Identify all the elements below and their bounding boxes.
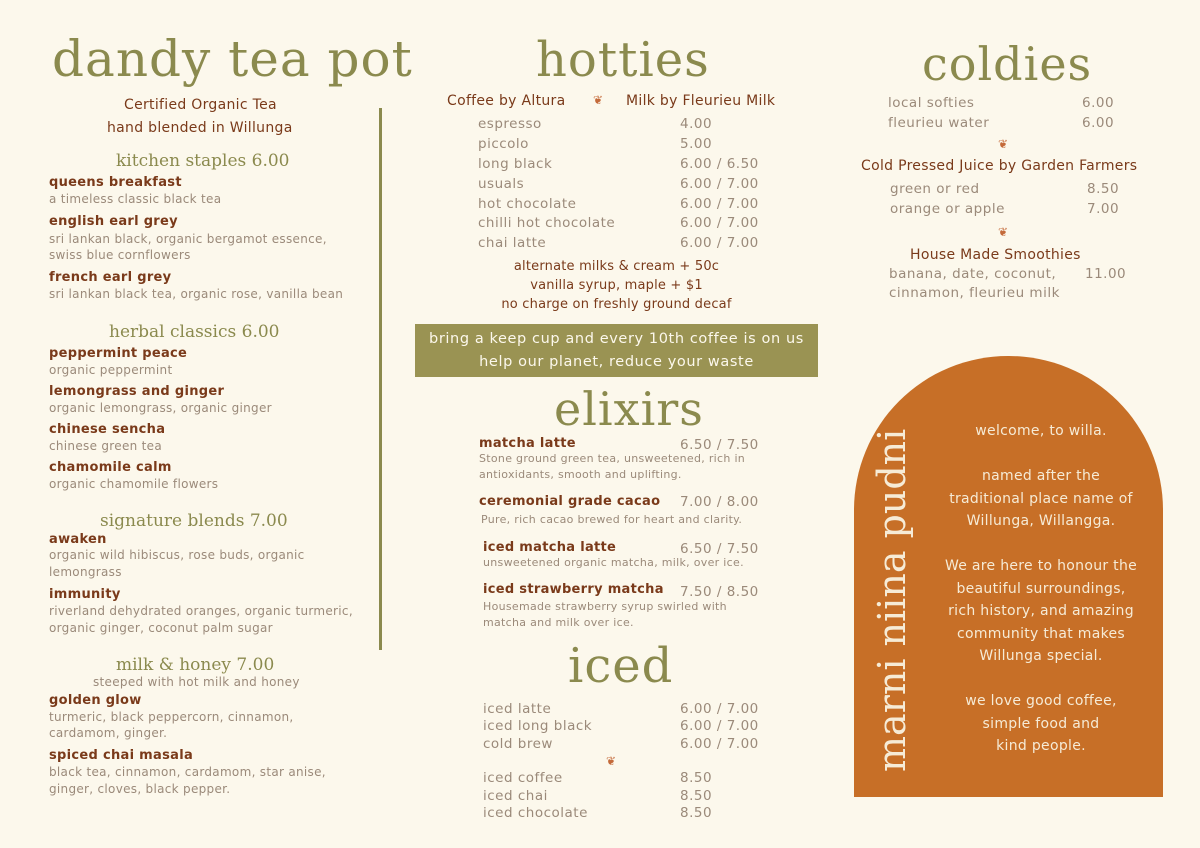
welcome-text xyxy=(936,420,1146,780)
section-kitchen-staples: kitchen staples 6.00 xyxy=(116,151,290,171)
menu-item-name: orange or apple xyxy=(890,201,1005,217)
welcome-paragraph xyxy=(936,420,1146,443)
elixir-desc: antioxidants, smooth and uplifting. xyxy=(479,468,682,481)
menu-item-price: 5.00 xyxy=(680,136,713,152)
menu-item-name: local softies xyxy=(888,95,975,111)
menu-item-name: iced chai xyxy=(483,788,548,804)
tea-desc: a timeless classic black tea xyxy=(49,192,222,206)
tea-desc: lemongrass xyxy=(49,565,122,579)
tea-desc: turmeric, black peppercorn, cinnamon, xyxy=(49,710,294,724)
tea-subtitle: Certified Organic Tea xyxy=(124,97,277,113)
elixir-price: 6.50 / 7.50 xyxy=(680,541,759,557)
tea-desc: riverland dehydrated oranges, organic turmeric, xyxy=(49,604,353,618)
elixir-price: 6.50 / 7.50 xyxy=(680,437,759,453)
menu-item-price: 4.00 xyxy=(680,116,713,132)
menu-item-price: 8.50 xyxy=(680,805,713,821)
hotties-title: hotties xyxy=(536,32,710,88)
elixir-desc: Stone ground green tea, unsweetened, rich in xyxy=(479,452,746,465)
tea-name: awaken xyxy=(49,532,107,547)
menu-item-price: 8.50 xyxy=(680,770,713,786)
menu-title: dandy tea pot xyxy=(52,30,413,88)
juice-header: Cold Pressed Juice by Garden Farmers xyxy=(861,158,1138,174)
welcome-line: Willunga special. xyxy=(979,648,1103,664)
menu-item-name: piccolo xyxy=(478,136,529,152)
tea-subtitle-2: hand blended in Willunga xyxy=(107,120,293,136)
tea-name: spiced chai masala xyxy=(49,748,194,763)
elixir-price: 7.50 / 8.50 xyxy=(680,584,759,600)
welcome-line: beautiful surroundings, xyxy=(956,580,1126,597)
note-line: vanilla syrup, maple + $1 xyxy=(530,278,703,293)
flower-icon: ❦ xyxy=(593,93,604,107)
section-herbal-classics: herbal classics 6.00 xyxy=(109,322,280,342)
welcome-line: community that makes xyxy=(956,625,1125,642)
menu-item-name: usuals xyxy=(478,176,525,192)
menu-item-name: iced latte xyxy=(483,701,552,717)
menu-item-name: iced chocolate xyxy=(483,805,588,821)
tea-desc: sri lankan black tea, organic rose, vanilla bean xyxy=(49,287,344,301)
flower-icon: ❦ xyxy=(998,137,1009,151)
smoothie-header: House Made Smoothies xyxy=(910,247,1081,263)
tea-name: chamomile calm xyxy=(49,460,172,475)
menu-item-name: hot chocolate xyxy=(478,196,577,212)
coffee-notes xyxy=(415,257,818,314)
menu-item-name: espresso xyxy=(478,116,542,132)
tea-name: english earl grey xyxy=(49,214,178,229)
welcome-line: traditional place name of xyxy=(949,490,1133,507)
tea-name: golden glow xyxy=(49,693,142,708)
welcome-line: we love good coffee, xyxy=(965,693,1117,709)
menu-item-name: iced long black xyxy=(483,718,593,734)
menu-item-price: 6.00 / 7.00 xyxy=(680,718,759,734)
note-line: no charge on freshly ground decaf xyxy=(501,297,732,312)
menu-item-price: 8.50 xyxy=(680,788,713,804)
menu-item-price: 7.00 xyxy=(1087,201,1120,217)
menu-item-price: 6.00 / 7.00 xyxy=(680,736,759,752)
elixir-name: matcha latte xyxy=(479,436,576,451)
welcome-line: We are here to honour the xyxy=(944,558,1138,574)
tea-name: chinese sencha xyxy=(49,422,166,437)
menu-item-price: 6.00 / 7.00 xyxy=(680,701,759,717)
tea-name: peppermint peace xyxy=(49,346,188,361)
welcome-line: kind people. xyxy=(996,738,1086,754)
welcome-line: Willunga, Willangga. xyxy=(966,513,1116,529)
tea-desc: cardamom, ginger. xyxy=(49,726,168,740)
flower-icon: ❦ xyxy=(998,225,1009,239)
tea-desc: organic lemongrass, organic ginger xyxy=(49,401,272,415)
elixir-desc: unsweetened organic matcha, milk, over ice. xyxy=(483,556,744,569)
tea-name: lemongrass and ginger xyxy=(49,384,225,399)
elixirs-title: elixirs xyxy=(554,382,704,436)
menu-item-price: 6.00 / 7.00 xyxy=(680,196,759,212)
elixir-desc: matcha and milk over ice. xyxy=(483,616,634,629)
milk-supplier: Milk by Fleurieu Milk xyxy=(626,93,776,109)
elixir-name: iced matcha latte xyxy=(483,540,617,555)
welcome-line: welcome, to willa. xyxy=(975,423,1107,439)
keep-cup-banner xyxy=(415,324,818,377)
iced-title: iced xyxy=(568,638,674,694)
menu-item-price: 6.00 / 6.50 xyxy=(680,156,759,172)
menu-item-price: 6.00 / 7.00 xyxy=(680,235,759,251)
menu-item-name: chai latte xyxy=(478,235,547,251)
elixir-name: iced strawberry matcha xyxy=(483,582,664,597)
tea-name: french earl grey xyxy=(49,270,172,285)
tea-name: immunity xyxy=(49,587,121,602)
elixir-desc: Housemade strawberry syrup swirled with xyxy=(483,600,727,613)
tea-desc: organic chamomile flowers xyxy=(49,477,219,491)
tea-desc: organic peppermint xyxy=(49,363,173,377)
menu-item-name: iced coffee xyxy=(483,770,563,786)
coffee-supplier: Coffee by Altura xyxy=(447,93,566,109)
menu-item-name: fleurieu water xyxy=(888,115,990,131)
welcome-line: rich history, and amazing xyxy=(948,603,1134,619)
smoothie-price: 11.00 xyxy=(1085,266,1127,282)
menu-item-price: 6.00 xyxy=(1082,95,1115,111)
welcome-paragraph xyxy=(936,690,1146,758)
menu-item-name: green or red xyxy=(890,181,980,197)
smoothie-desc: cinnamon, fleurieu milk xyxy=(889,285,1060,301)
section-milk-honey: milk & honey 7.00 xyxy=(116,655,275,675)
smoothie-desc: banana, date, coconut, xyxy=(889,266,1057,282)
section-note: steeped with hot milk and honey xyxy=(93,675,300,689)
tea-desc: ginger, cloves, black pepper. xyxy=(49,782,231,796)
menu-item-name: cold brew xyxy=(483,736,553,752)
menu-item-price: 8.50 xyxy=(1087,181,1120,197)
menu-item-price: 6.00 xyxy=(1082,115,1115,131)
banner-line: bring a keep cup and every 10th coffee is on us xyxy=(429,331,804,347)
elixir-price: 7.00 / 8.00 xyxy=(680,494,759,510)
welcome-paragraph xyxy=(936,555,1146,668)
section-signature-blends: signature blends 7.00 xyxy=(100,511,288,531)
tea-desc: chinese green tea xyxy=(49,439,162,453)
coldies-title: coldies xyxy=(922,37,1093,91)
menu-item-name: long black xyxy=(478,156,553,172)
tea-desc: sri lankan black, organic bergamot essence, xyxy=(49,232,327,246)
menu-item-price: 6.00 / 7.00 xyxy=(680,176,759,192)
menu-item-price: 6.00 / 7.00 xyxy=(680,215,759,231)
welcome-paragraph xyxy=(936,465,1146,533)
flower-icon: ❦ xyxy=(606,754,617,768)
welcome-line: simple food and xyxy=(982,715,1100,732)
column-divider xyxy=(379,108,382,650)
tea-desc: swiss blue cornflowers xyxy=(49,248,191,262)
elixir-name: ceremonial grade cacao xyxy=(479,494,661,509)
banner-line: help our planet, reduce your waste xyxy=(479,354,754,370)
tea-desc: black tea, cinnamon, cardamom, star anise, xyxy=(49,765,326,779)
elixir-desc: Pure, rich cacao brewed for heart and clarity. xyxy=(481,513,743,526)
tea-name: queens breakfast xyxy=(49,175,182,190)
tea-desc: organic ginger, coconut palm sugar xyxy=(49,621,273,635)
tea-desc: organic wild hibiscus, rose buds, organic xyxy=(49,548,305,562)
note-line: alternate milks & cream + 50c xyxy=(513,259,720,274)
menu-item-name: chilli hot chocolate xyxy=(478,215,616,231)
welcome-line: named after the xyxy=(981,468,1101,484)
arch-vertical-title: marni niina pudni xyxy=(870,428,914,772)
